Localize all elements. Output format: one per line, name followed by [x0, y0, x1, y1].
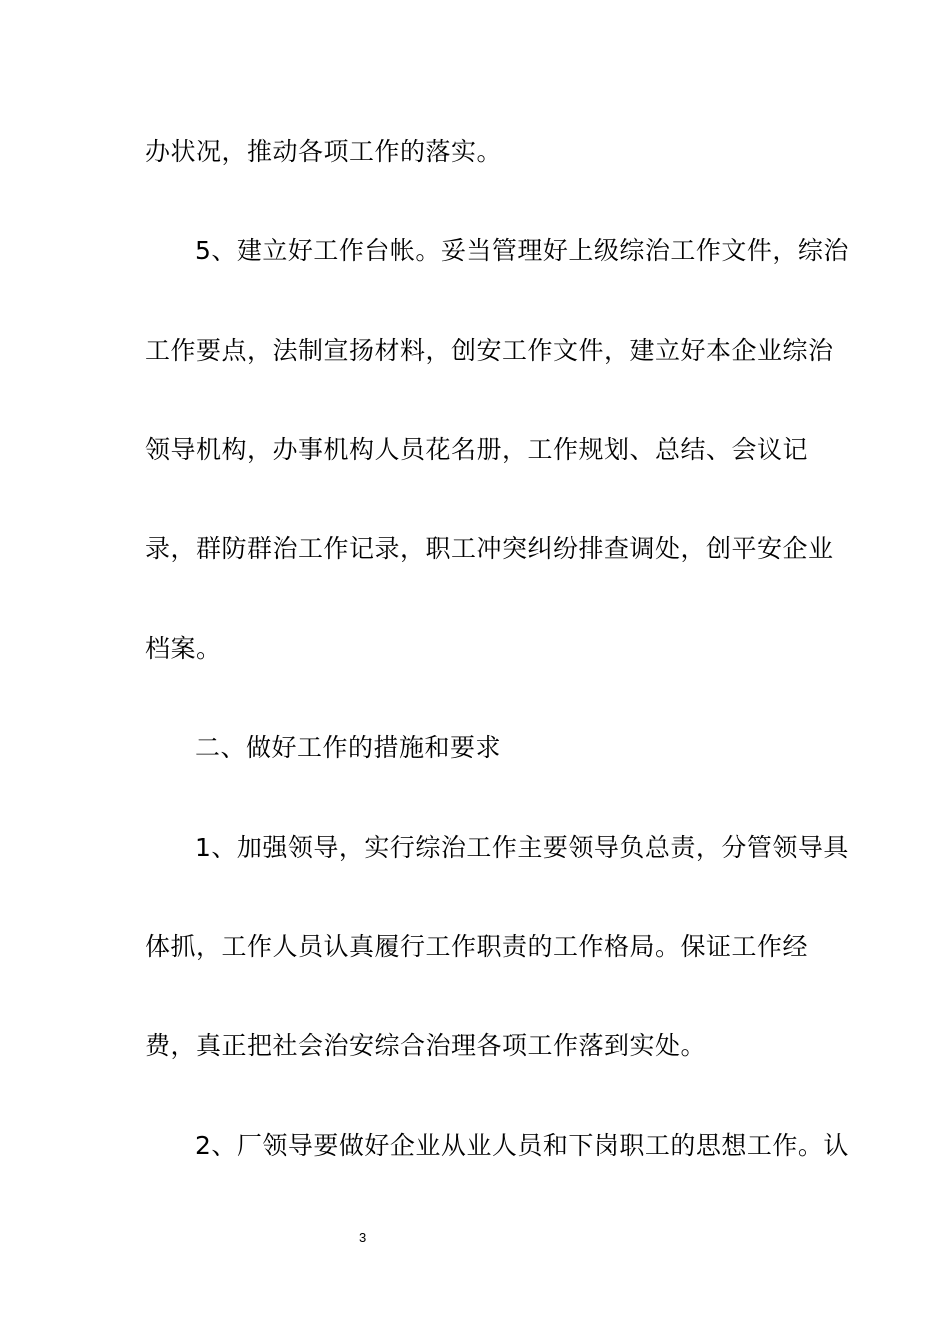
section-heading: 二、做好工作的措施和要求	[195, 733, 502, 762]
paragraph-line: 档案。	[145, 634, 222, 663]
paragraph-line: 2、厂领导要做好企业从业人员和下岗职工的思想工作。认	[195, 1131, 849, 1160]
paragraph-line: 领导机构，办事机构人员花名册，工作规划、总结、会议记	[145, 435, 809, 464]
paragraph-line: 费，真正把社会治安综合治理各项工作落到实处。	[145, 1031, 707, 1060]
paragraph-line: 体抓，工作人员认真履行工作职责的工作格局。保证工作经	[145, 932, 809, 961]
paragraph-line: 工作要点，法制宣扬材料，创安工作文件，建立好本企业综治	[145, 336, 834, 365]
paragraph-line: 1、加强领导，实行综治工作主要领导负总责，分管领导具	[195, 833, 849, 862]
paragraph-line: 5、建立好工作台帐。妥当管理好上级综治工作文件，综治	[195, 236, 849, 265]
page-number: 3	[359, 1230, 367, 1245]
paragraph-line: 办状况，推动各项工作的落实。	[145, 137, 503, 166]
paragraph-line: 录，群防群治工作记录，职工冲突纠纷排查调处，创平安企业	[145, 534, 834, 563]
